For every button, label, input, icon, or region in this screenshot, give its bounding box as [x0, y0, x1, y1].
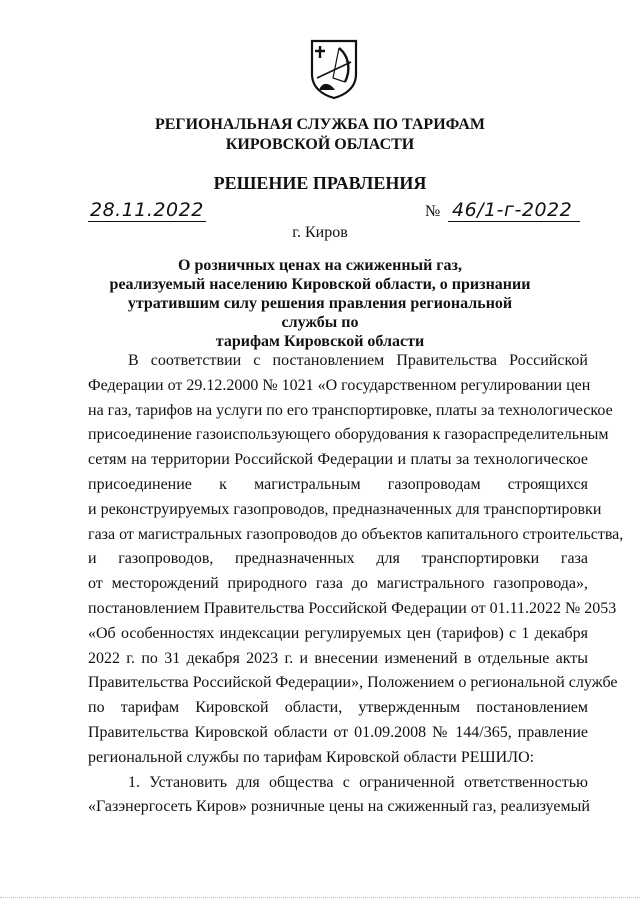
body-line: «Газэнергосеть Киров» розничные цены на сжиженный газ, реализуемый — [88, 798, 590, 816]
body-line: и реконструируемых газопроводов, предназначенных для транспортировки — [88, 500, 602, 518]
body-line: на газ, тарифов на услуги по его транспортировке, платы за технологическое — [88, 401, 613, 419]
body-line: 2022 г. по 31 декабря 2023 г. и внесении изменений в отдельные акты — [88, 649, 588, 667]
body-line: Федерации от 29.12.2000 № 1021 «О государственном регулировании цен — [88, 376, 591, 394]
body-line: постановлением Правительства Российской Федерации от 01.11.2022 № 2053 — [88, 599, 617, 617]
scan-edge — [0, 897, 640, 898]
body-line: по тарифам Кировской области, утвержденным постановлением — [88, 699, 588, 717]
body-line: региональной службы по тарифам Кировской области РЕШИЛО: — [88, 748, 535, 766]
coat-of-arms-icon — [309, 38, 359, 100]
organization-name-line2: КИРОВСКОЙ ОБЛАСТИ — [225, 136, 415, 153]
body-line: от месторождений природного газа до магистрального газопровода», — [88, 575, 588, 593]
number-sign: № — [425, 203, 441, 220]
subject-line: тарифам Кировской области — [215, 333, 425, 350]
date-underline — [88, 221, 206, 222]
body-line: присоединение к магистральным газопроводам строящихся — [88, 475, 588, 493]
subject-line: О розничных ценах на сжиженный газ, — [178, 257, 462, 274]
document-body — [88, 349, 624, 820]
body-line: и газопроводов, предназначенных для транспортировки газа — [88, 550, 588, 568]
body-line: 1. Установить для общества с ограниченной ответственностью — [128, 773, 588, 791]
body-line: Правительства Российской Федерации», Положением о региональной службе — [88, 674, 618, 692]
organization-name-line1: РЕГИОНАЛЬНАЯ СЛУЖБА ПО ТАРИФАМ — [154, 116, 486, 133]
body-line: газа от магистральных газопроводов до объектов капитального строительства, — [88, 525, 624, 543]
number-underline — [448, 221, 580, 222]
subject-line: реализуемый населению Кировской области, о признании — [109, 276, 531, 293]
document-subject — [100, 256, 540, 351]
body-line: сетям на территории Российской Федерации и платы за технологическое — [88, 451, 588, 469]
body-line: «Об особенностях индексации регулируемых цен (тарифов) с 1 декабря — [88, 624, 588, 642]
document-type-title: РЕШЕНИЕ ПРАВЛЕНИЯ — [213, 173, 427, 193]
body-line: присоединение газоиспользующего оборудования к газораспределительным — [88, 426, 609, 444]
document-number-handwritten: 46/1-г-2022 — [452, 199, 573, 221]
document-date-handwritten: 28.11.2022 — [90, 199, 204, 221]
body-line: Правительства Кировской области от 01.09.2008 № 144/365, правление — [88, 723, 588, 741]
body-line: В соответствии с постановлением Правительства Российской — [128, 352, 588, 369]
subject-line: утратившим силу решения правления региональной службы по — [127, 295, 513, 331]
city: г. Киров — [292, 224, 348, 241]
